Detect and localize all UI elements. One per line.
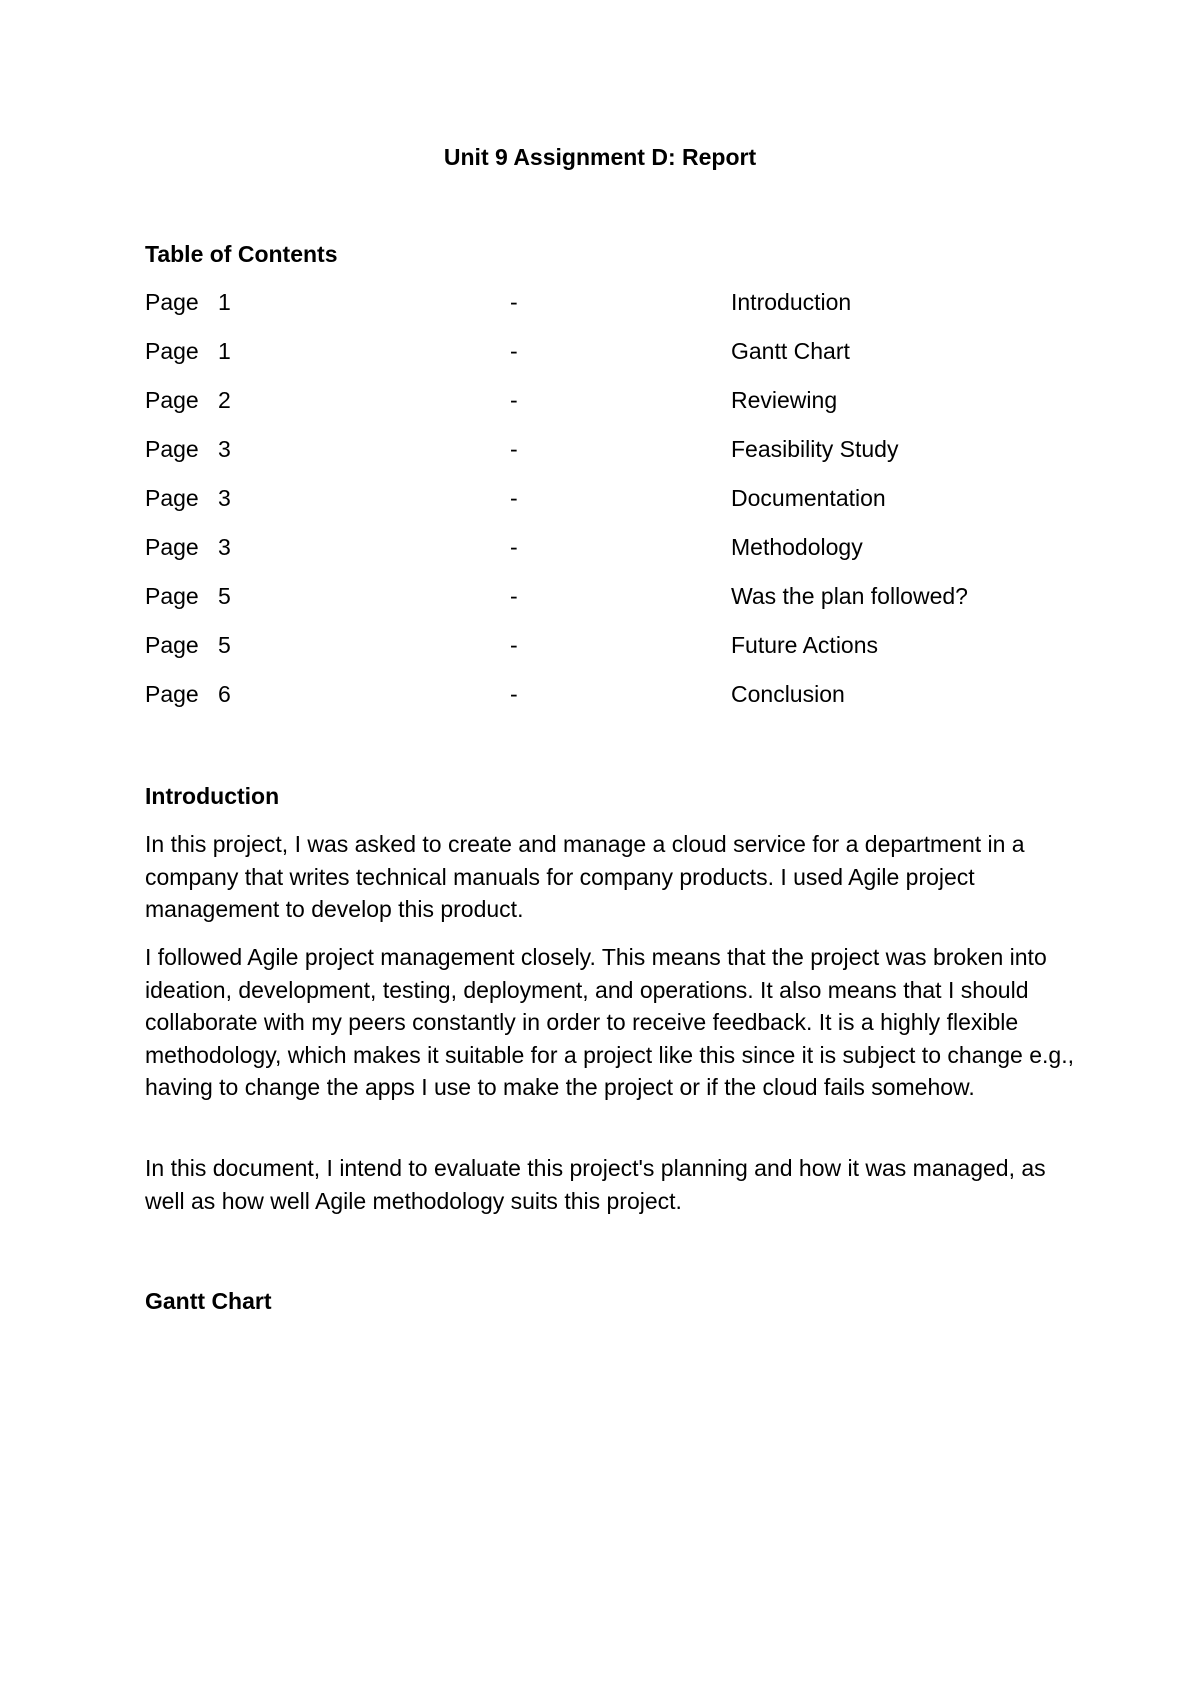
toc-page-label: Page — [145, 681, 199, 707]
introduction-paragraph-2: I followed Agile project management closely. This means that the project was broken into ideation, development, testing, deployment, and operations. It also means that I should collaborate with my peers constantly in order to receive feedback. It is a highly flexible methodology, which makes it suitable for a project like this since it is subject to change e.g., having to change the apps I use to make the project or if the cloud fails somehow. — [145, 944, 1074, 1100]
toc-row — [145, 632, 1065, 681]
toc-page-number: 3 — [218, 534, 231, 560]
toc-section-title: Introduction — [731, 289, 852, 315]
document-title: Unit 9 Assignment D: Report — [443, 144, 757, 170]
toc-page-label: Page — [145, 632, 199, 658]
toc-row — [145, 387, 1065, 436]
toc-row — [145, 289, 1065, 338]
toc-row — [145, 436, 1065, 485]
introduction-paragraph-3: In this document, I intend to evaluate this project's planning and how it was managed, as well as how well Agile methodology suits this project. — [145, 1155, 1046, 1214]
toc-separator: - — [510, 681, 518, 707]
toc-page-number: 5 — [218, 583, 231, 609]
toc-section-title: Was the plan followed? — [731, 583, 968, 609]
toc-separator: - — [510, 485, 518, 511]
toc-separator: - — [510, 387, 518, 413]
toc-separator: - — [510, 583, 518, 609]
toc-page-label: Page — [145, 338, 199, 364]
toc-page-label: Page — [145, 534, 199, 560]
toc-separator: - — [510, 436, 518, 462]
toc-section-title: Methodology — [731, 534, 863, 560]
toc-row — [145, 338, 1065, 387]
toc-section-title: Feasibility Study — [731, 436, 899, 462]
toc-page-label: Page — [145, 583, 199, 609]
toc-heading: Table of Contents — [145, 241, 338, 267]
gantt-chart-heading: Gantt Chart — [145, 1288, 272, 1314]
toc-page-number: 3 — [218, 436, 231, 462]
toc-page-number: 2 — [218, 387, 231, 413]
toc-page-label: Page — [145, 387, 199, 413]
toc-row — [145, 583, 1065, 632]
toc-section-title: Reviewing — [731, 387, 838, 413]
toc-row — [145, 681, 1065, 730]
table-of-contents — [145, 289, 1065, 730]
toc-separator: - — [510, 534, 518, 560]
toc-page-number: 1 — [218, 338, 231, 364]
introduction-paragraph-1: In this project, I was asked to create and manage a cloud service for a department in a company that writes technical manuals for company products. I used Agile project management to develop this product. — [145, 831, 1025, 922]
toc-page-label: Page — [145, 436, 199, 462]
toc-separator: - — [510, 289, 518, 315]
toc-separator: - — [510, 338, 518, 364]
toc-section-title: Gantt Chart — [731, 338, 850, 364]
toc-page-number: 1 — [218, 289, 231, 315]
toc-section-title: Conclusion — [731, 681, 845, 707]
toc-row — [145, 534, 1065, 583]
toc-row — [145, 485, 1065, 534]
toc-page-label: Page — [145, 485, 199, 511]
toc-separator: - — [510, 632, 518, 658]
toc-section-title: Documentation — [731, 485, 886, 511]
toc-page-number: 5 — [218, 632, 231, 658]
toc-page-number: 6 — [218, 681, 231, 707]
toc-page-number: 3 — [218, 485, 231, 511]
introduction-heading: Introduction — [145, 783, 280, 809]
toc-section-title: Future Actions — [731, 632, 879, 658]
toc-page-label: Page — [145, 289, 199, 315]
